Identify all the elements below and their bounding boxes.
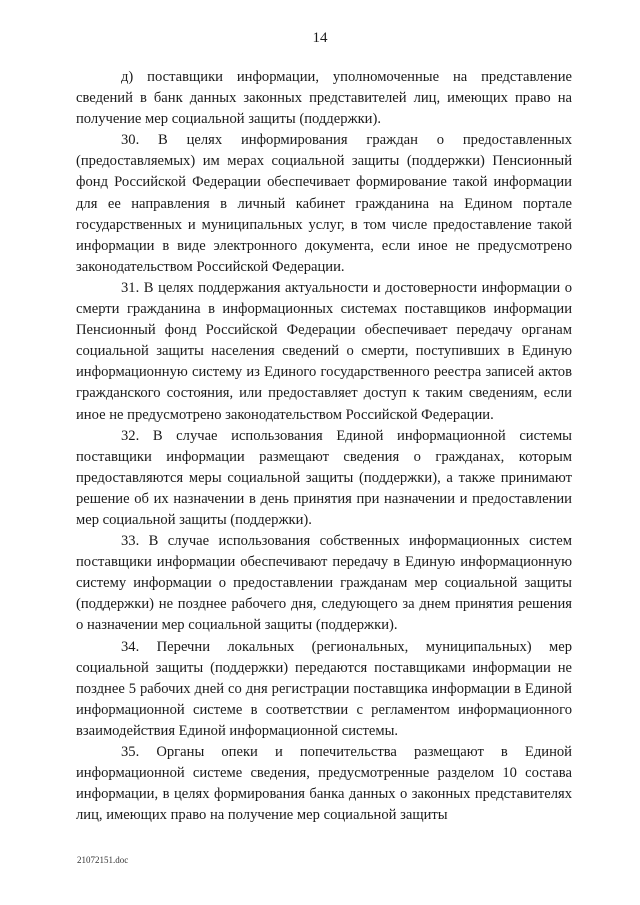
document-file-name: 21072151.doc (77, 855, 129, 865)
paragraph-35: 35. Органы опеки и попечительства размещают в Единой информационной системе сведения, предусмотренные разделом 10 состава информации, в целях формирования банка данных о законных представителях лиц, имеющих право на получение мер социальной защиты (76, 744, 572, 824)
paragraph-34: 34. Перечни локальных (региональных, муниципальных) мер социальной защиты (поддержки) передаются поставщиками информации не позднее 5 рабочих дней со дня регистрации поставщика информации в Единой информационной системе в соответствии с регламентом информационного взаимодействия Единой информационной системы. (76, 638, 572, 739)
paragraph-33: 33. В случае использования собственных информационных систем поставщики информации обеспечивают передачу в Единую информационную систему информации о предоставлении гражданам мер социальной защиты (поддержки) не позднее рабочего дня, следующего за днем принятия решения о назначении мер социальной защиты (поддержки). (76, 533, 572, 634)
paragraph-31: 31. В целях поддержания актуальности и достоверности информации о смерти гражданина в информационных системах поставщиков информации Пенсионный фонд Российской Федерации обеспечивает передачу органам социальной защиты населения сведений о смерти, поступивших в Единую информационную систему из Единого государственного реестра записей актов гражданского состояния, или предоставляет доступ к таким сведениям, если иное не предусмотрено законодательством Российской Федерации. (76, 279, 572, 423)
paragraph-32: 32. В случае использования Единой информационной системы поставщики информации размещают сведения о гражданах, которым предоставляются меры социальной защиты (поддержки), а также принимают решение об их назначении в день принятия при назначении и предоставлении мер социальной защиты (поддержки). (76, 427, 572, 528)
paragraph-d: д) поставщики информации, уполномоченные на представление сведений в банк данных законных представителей лиц, имеющих право на получение мер социальной защиты (поддержки). (76, 69, 572, 128)
page-number: 14 (312, 30, 328, 46)
paragraph-30: 30. В целях информирования граждан о предоставленных (предоставляемых) им мерах социальной защиты (поддержки) Пенсионный фонд Российской Федерации обеспечивает формирование такой информации для ее направления в личный кабинет гражданина на Едином портале государственных и муниципальных услуг, в том числе предоставление такой информации в виде электронного документа, если иное не предусмотрено законодательством Российской Федерации. (76, 132, 572, 275)
document-body (76, 67, 572, 826)
